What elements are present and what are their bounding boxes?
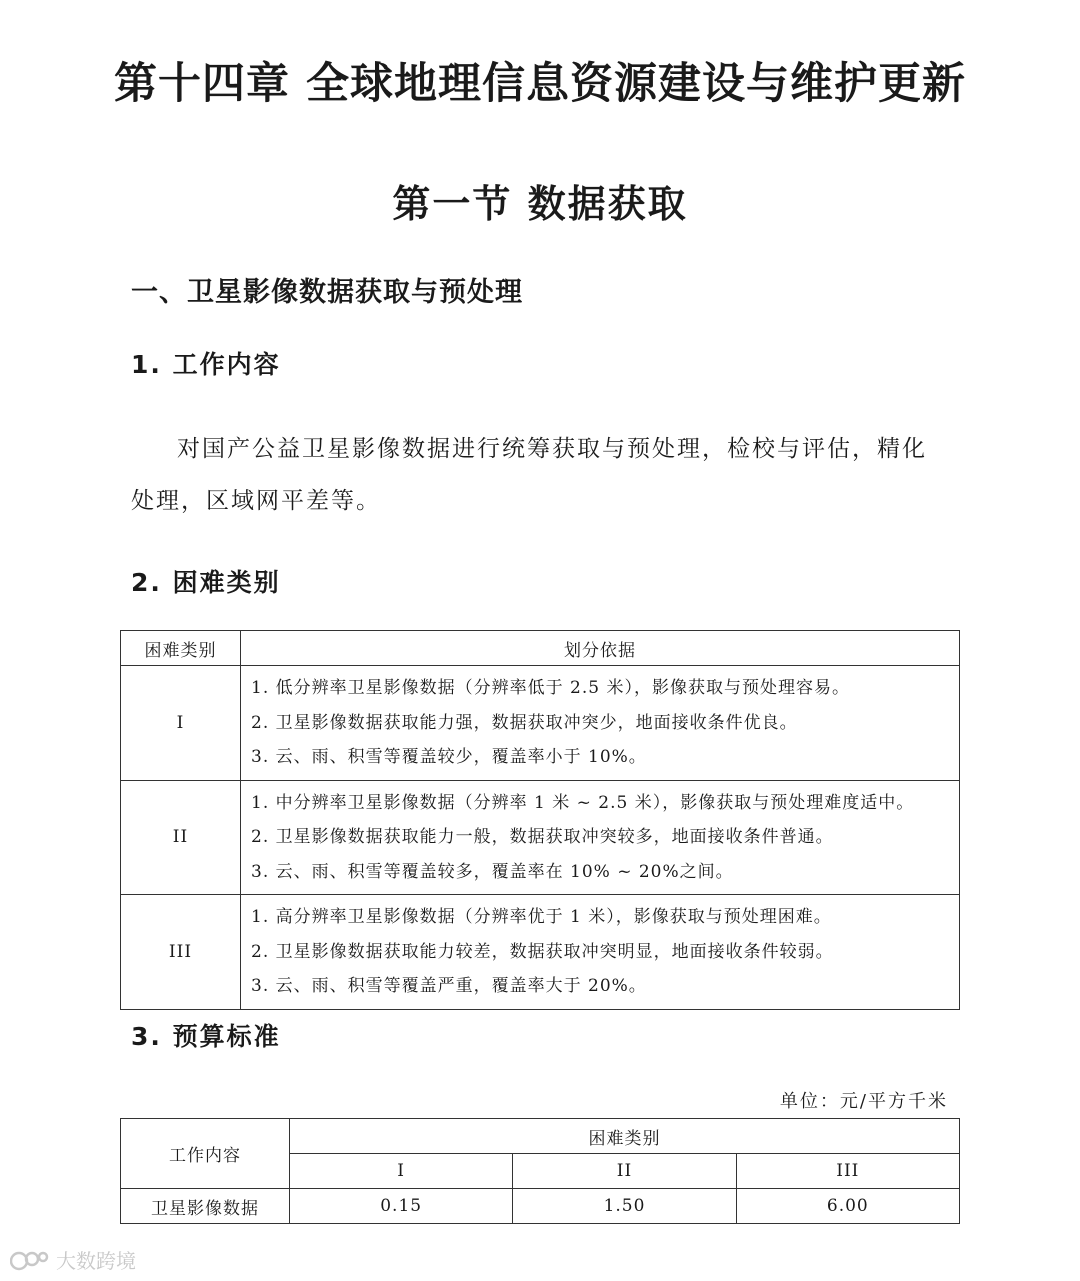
basis-item: 2. 卫星影像数据获取能力强，数据获取冲突少，地面接收条件优良。 (251, 712, 798, 733)
budget-value: 1.50 (513, 1189, 736, 1224)
table-row (121, 780, 960, 895)
difficulty-header-category: 困难类别 (121, 631, 241, 666)
work-content-text: 对国产公益卫星影像数据进行统筹获取与预处理，检校与评估，精化处理，区域网平差等。 (131, 436, 927, 514)
difficulty-category: II (121, 780, 241, 895)
section-title: 第一节 数据获取 (392, 182, 688, 226)
difficulty-category: III (121, 895, 241, 1010)
budget-value: 6.00 (736, 1189, 959, 1224)
difficulty-basis (241, 780, 960, 895)
budget-row-label: 卫星影像数据 (121, 1189, 290, 1224)
difficulty-header-basis: 划分依据 (241, 631, 960, 666)
basis-item: 1. 高分辨率卫星影像数据（分辨率优于 1 米），影像获取与预处理困难。 (251, 907, 832, 927)
difficulty-category: I (121, 666, 241, 781)
watermark-text: 大数跨境 (56, 1249, 136, 1273)
difficulty-basis (241, 666, 960, 781)
unit-label: 单位：元/平方千米 (779, 1091, 948, 1112)
budget-header-category: 困难类别 (290, 1119, 960, 1154)
budget-table (120, 1118, 960, 1224)
table-row (121, 895, 960, 1010)
basis-item: 3. 云、雨、积雪等覆盖严重，覆盖率大于 20%。 (251, 976, 647, 996)
budget-header-work: 工作内容 (121, 1119, 290, 1189)
difficulty-table (120, 630, 960, 1010)
chapter-title: 第十四章 全球地理信息资源建设与维护更新 (114, 59, 966, 109)
work-content-heading: 1. 工作内容 (131, 350, 281, 379)
difficulty-heading: 2. 困难类别 (131, 568, 281, 597)
table-row (121, 1189, 960, 1224)
budget-value: 0.15 (290, 1189, 513, 1224)
basis-item: 1. 中分辨率卫星影像数据（分辨率 1 米 ~ 2.5 米），影像获取与预处理难度适中。 (251, 792, 915, 813)
table-row (121, 666, 960, 781)
budget-heading: 3. 预算标准 (131, 1022, 281, 1051)
budget-level: I (290, 1154, 513, 1189)
difficulty-basis (241, 895, 960, 1010)
basis-item: 3. 云、雨、积雪等覆盖较多，覆盖率在 10% ~ 20%之间。 (251, 861, 734, 882)
basis-item: 1. 低分辨率卫星影像数据（分辨率低于 2.5 米），影像获取与预处理容易。 (251, 678, 850, 698)
basis-item: 2. 卫星影像数据获取能力较差，数据获取冲突明显，地面接收条件较弱。 (251, 941, 834, 962)
watermark (10, 1245, 136, 1274)
budget-level: II (513, 1154, 736, 1189)
budget-level: III (736, 1154, 959, 1189)
basis-item: 3. 云、雨、积雪等覆盖较少，覆盖率小于 10%。 (251, 747, 647, 767)
basis-item: 2. 卫星影像数据获取能力一般，数据获取冲突较多，地面接收条件普通。 (251, 827, 834, 847)
watermark-logo-icon (10, 1247, 50, 1273)
subsection-title: 一、卫星影像数据获取与预处理 (131, 277, 523, 308)
